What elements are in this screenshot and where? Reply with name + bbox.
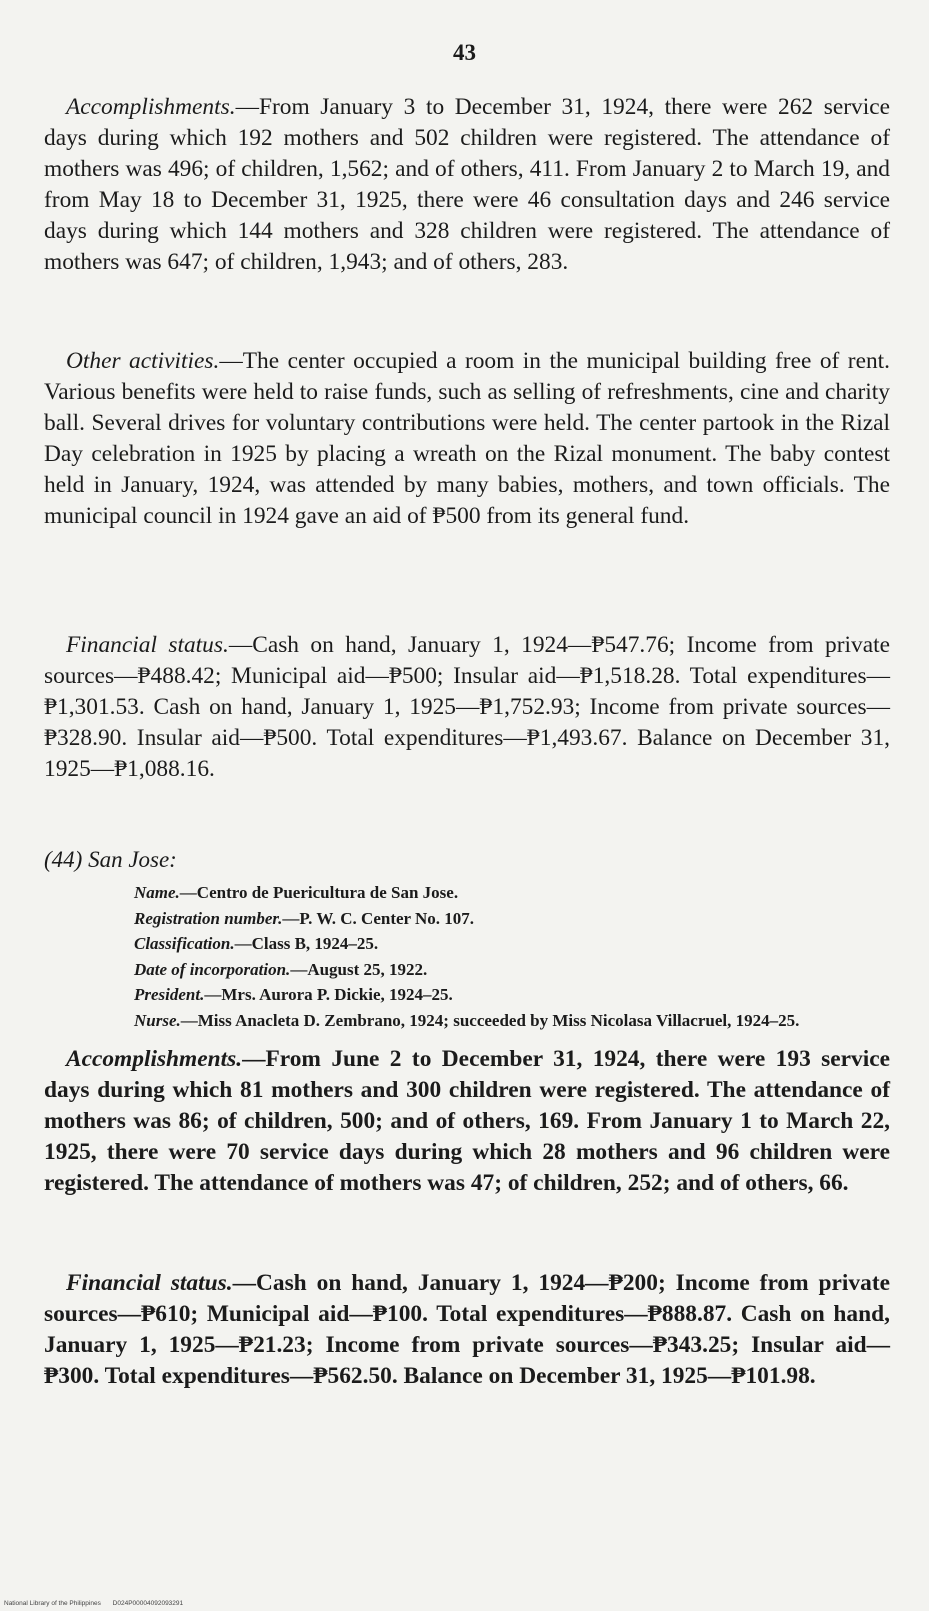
detail-president (134, 982, 890, 1008)
detail-nurse (134, 1008, 890, 1034)
detail-name (134, 880, 890, 906)
paragraph-body: —Cash on hand, January 1, 1924—₱200; Income from private sources—₱610; Municipal aid—₱100. Total expenditures—₱888.87. Cash on hand, January 1, 1925—₱21.23; Income from private sources—₱343.25; Insular aid—₱300. Total expenditures—₱562.50. Balance on December 31, 1925—₱101.98. (44, 1270, 890, 1389)
accomplishments-paragraph-1 (44, 92, 890, 277)
accomplishments-paragraph-2 (44, 1044, 890, 1199)
detail-label: President. (134, 985, 205, 1004)
center-details (134, 880, 890, 1033)
section-heading: (44) San Jose: (44, 847, 177, 872)
paragraph-body: —From January 3 to December 31, 1924, there were 262 service days during which 192 mothers and 502 children were registered. The attendance of mothers was 496; of children, 1,562; and of others, 411. From January 2 to March 19, and from May 18 to December 31, 1925, there were 46 consultation days and 246 service days during which 144 mothers and 328 children were registered. The attendance of mothers was 647; of children, 1,943; and of others, 283. (44, 94, 890, 275)
scan-footer (4, 1600, 193, 1607)
detail-value: —Mrs. Aurora P. Dickie, 1924–25. (204, 985, 453, 1004)
detail-label: Registration number. (134, 908, 283, 928)
paragraph-body: —Cash on hand, January 1, 1924—₱547.76; Income from private sources—₱488.42; Municipal aid—₱500; Insular aid—₱1,518.28. Total expenditures—₱1,301.53. Cash on hand, January 1, 1925—₱1,752.93; Income from private sources—₱328.90. Insular aid—₱500. Total expenditures—₱1,493.67. Balance on December 31, 1925—₱1,088.16. (44, 632, 890, 782)
paragraph-lead: Financial status. (66, 632, 229, 658)
detail-value: —Centro de Puericultura de San Jose. (179, 883, 459, 902)
paragraph-body: —The center occupied a room in the municipal building free of rent. Various benefits were held to raise funds, such as selling of refreshments, cine and charity ball. Several drives for voluntary contributions were held. The center partook in the Rizal Day celebration in 1925 by placing a wreath on the Rizal monument. The baby contest held in January, 1924, was attended by many babies, mothers, and town officials. The municipal council in 1924 gave an aid of ₱500 from its general fund. (44, 348, 891, 529)
detail-value: —August 25, 1922. (290, 959, 428, 979)
library-name: National Library of the Philippines (4, 1600, 101, 1607)
paragraph-lead: Financial status. (66, 1270, 233, 1296)
detail-label: Nurse. (134, 1010, 181, 1030)
detail-value: —Class B, 1924–25. (234, 934, 379, 953)
detail-label: Date of incorporation. (134, 959, 291, 979)
financial-status-paragraph-2 (44, 1268, 890, 1392)
detail-value: —Miss Anacleta D. Zembrano, 1924; succeeded by Miss Nicolasa Villacruel, 1924–25. (180, 1010, 800, 1030)
financial-status-paragraph-1 (44, 630, 890, 785)
detail-label: Name. (134, 883, 180, 902)
detail-registration (134, 906, 890, 932)
paragraph-lead: Accomplishments. (66, 1046, 243, 1072)
detail-incorporation (134, 957, 890, 983)
scan-code: D024P00004092093291 (112, 1600, 184, 1607)
detail-label: Classification. (134, 934, 235, 953)
detail-value: —P. W. C. Center No. 107. (282, 908, 475, 928)
paragraph-lead: Accomplishments. (66, 94, 236, 120)
paragraph-lead: Other activities. (66, 348, 220, 374)
other-activities-paragraph (44, 346, 890, 531)
detail-classification (134, 931, 890, 957)
paragraph-body: —From June 2 to December 31, 1924, there were 193 service days during which 81 mothers and 300 children were registered. The attendance of mothers was 86; of children, 500; and of others, 169. From January 1 to March 22, 1925, there were 70 service days during which 28 mothers and 96 children were registered. The attendance of mothers was 47; of children, 252; and of others, 66. (44, 1046, 890, 1196)
page-number: 43 (453, 40, 476, 65)
